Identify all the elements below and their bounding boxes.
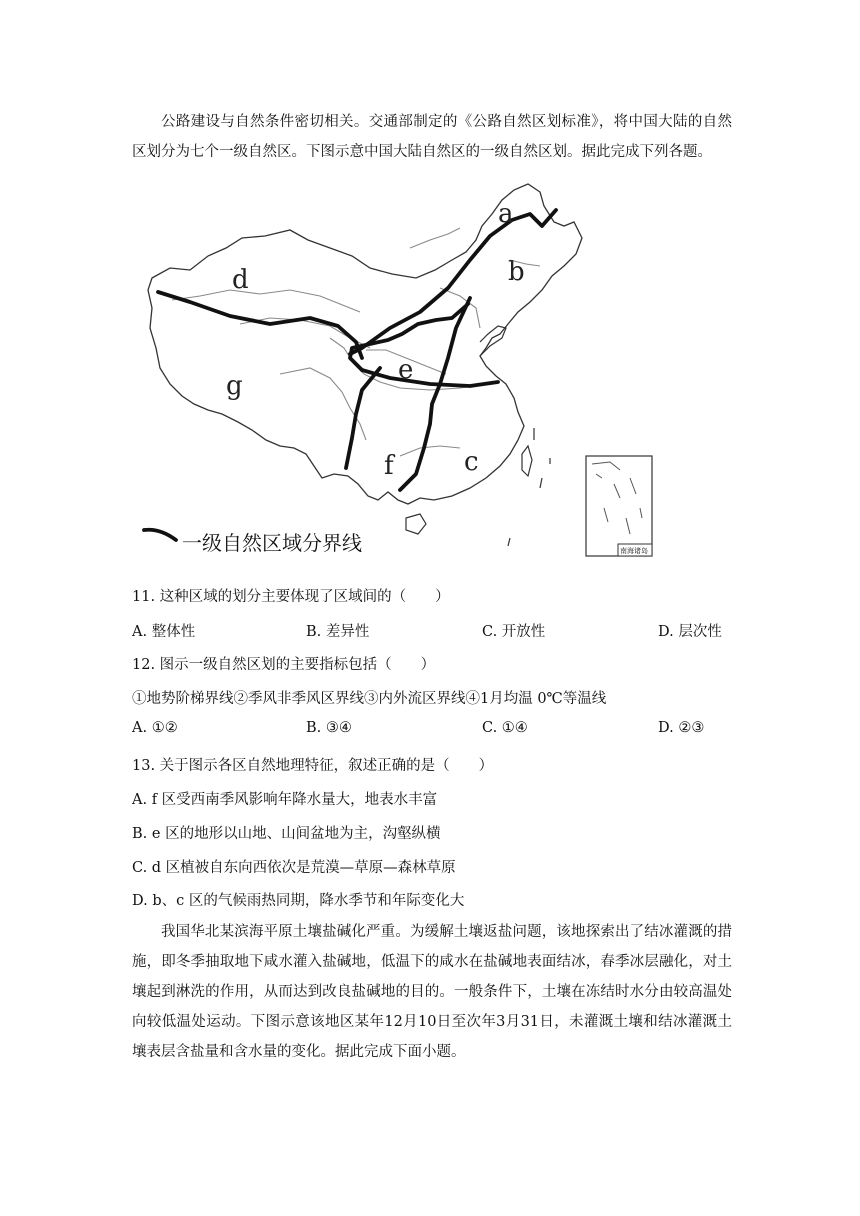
- question-13-stem: 13. 关于图示各区自然地理特征，叙述正确的是（ ）: [132, 758, 494, 774]
- region-label-c: c: [464, 447, 479, 477]
- intro-paragraph-1: 公路建设与自然条件密切相关。交通部制定的《公路自然区划标准》，将中国大陆的自然区划分为七个一级自然区。下图示意中国大陆自然区的一级自然区划。据此完成下列各题。: [132, 114, 732, 160]
- region-label-b: b: [508, 257, 525, 287]
- region-label-a: a: [498, 199, 514, 229]
- region-label-d: d: [232, 265, 249, 295]
- legend-label: 一级自然区域分界线: [182, 531, 362, 555]
- inset-label: 南海诸岛: [620, 547, 648, 555]
- question-13-option-d[interactable]: D. b、c 区的气候雨热同期，降水季节和年际变化大: [132, 893, 465, 909]
- question-12-statements: ①地势阶梯界线②季风非季风区界线③内外流区界线④1月均温 0℃等温线: [132, 691, 607, 707]
- question-11-option-a[interactable]: A. 整体性: [132, 624, 196, 640]
- region-label-f: f: [384, 451, 394, 481]
- question-13-option-c[interactable]: C. d 区植被自东向西依次是荒漠—草原—森林草原: [132, 860, 456, 876]
- question-12-option-b[interactable]: B. ③④: [306, 720, 352, 736]
- map-legend: [144, 530, 362, 555]
- question-12-option-a[interactable]: A. ①②: [132, 720, 178, 736]
- question-11-option-c[interactable]: C. 开放性: [482, 624, 546, 640]
- south-china-sea-inset: [586, 456, 652, 556]
- question-11-option-b[interactable]: B. 差异性: [306, 624, 370, 640]
- intro-paragraph-2: 我国华北某滨海平原土壤盐碱化严重。为缓解土壤返盐问题，该地探索出了结冰灌溉的措施，即冬季抽取地下咸水灌入盐碱地，低温下的咸水在盐碱地表面结冰，春季冰层融化，对土壤起到淋洗的作用，从而达到改良盐碱地的目的。一般条件下，土壤在冻结时水分由较高温处向较低温处运动。下图示意该地区某年12月10日至次年3月31日，未灌溉土壤和结冰灌溉土壤表层含盐量和含水量的变化。据此完成下面小题。: [132, 924, 732, 1060]
- taiwan-island: [522, 446, 532, 476]
- question-12-option-d[interactable]: D. ②③: [658, 720, 705, 736]
- boundary-e-f: [346, 368, 380, 468]
- question-12-stem: 12. 图示一级自然区划的主要指标包括（ ）: [132, 657, 436, 673]
- question-11-option-d[interactable]: D. 层次性: [658, 624, 722, 640]
- hainan-island: [406, 514, 426, 534]
- question-12-option-c[interactable]: C. ①④: [482, 720, 528, 736]
- question-13-option-b[interactable]: B. e 区的地形以山地、山间盆地为主，沟壑纵横: [132, 826, 441, 842]
- region-label-g: g: [226, 371, 243, 401]
- region-label-e: e: [398, 355, 414, 385]
- question-13-option-a[interactable]: A. f 区受西南季风影响年降水量大，地表水丰富: [132, 792, 438, 808]
- boundary-d-g: [158, 292, 362, 358]
- boundary-e-c: [362, 370, 498, 386]
- question-11-stem: 11. 这种区域的划分主要体现了区域间的（ ）: [132, 589, 450, 605]
- china-natural-regions-map: [130, 178, 660, 563]
